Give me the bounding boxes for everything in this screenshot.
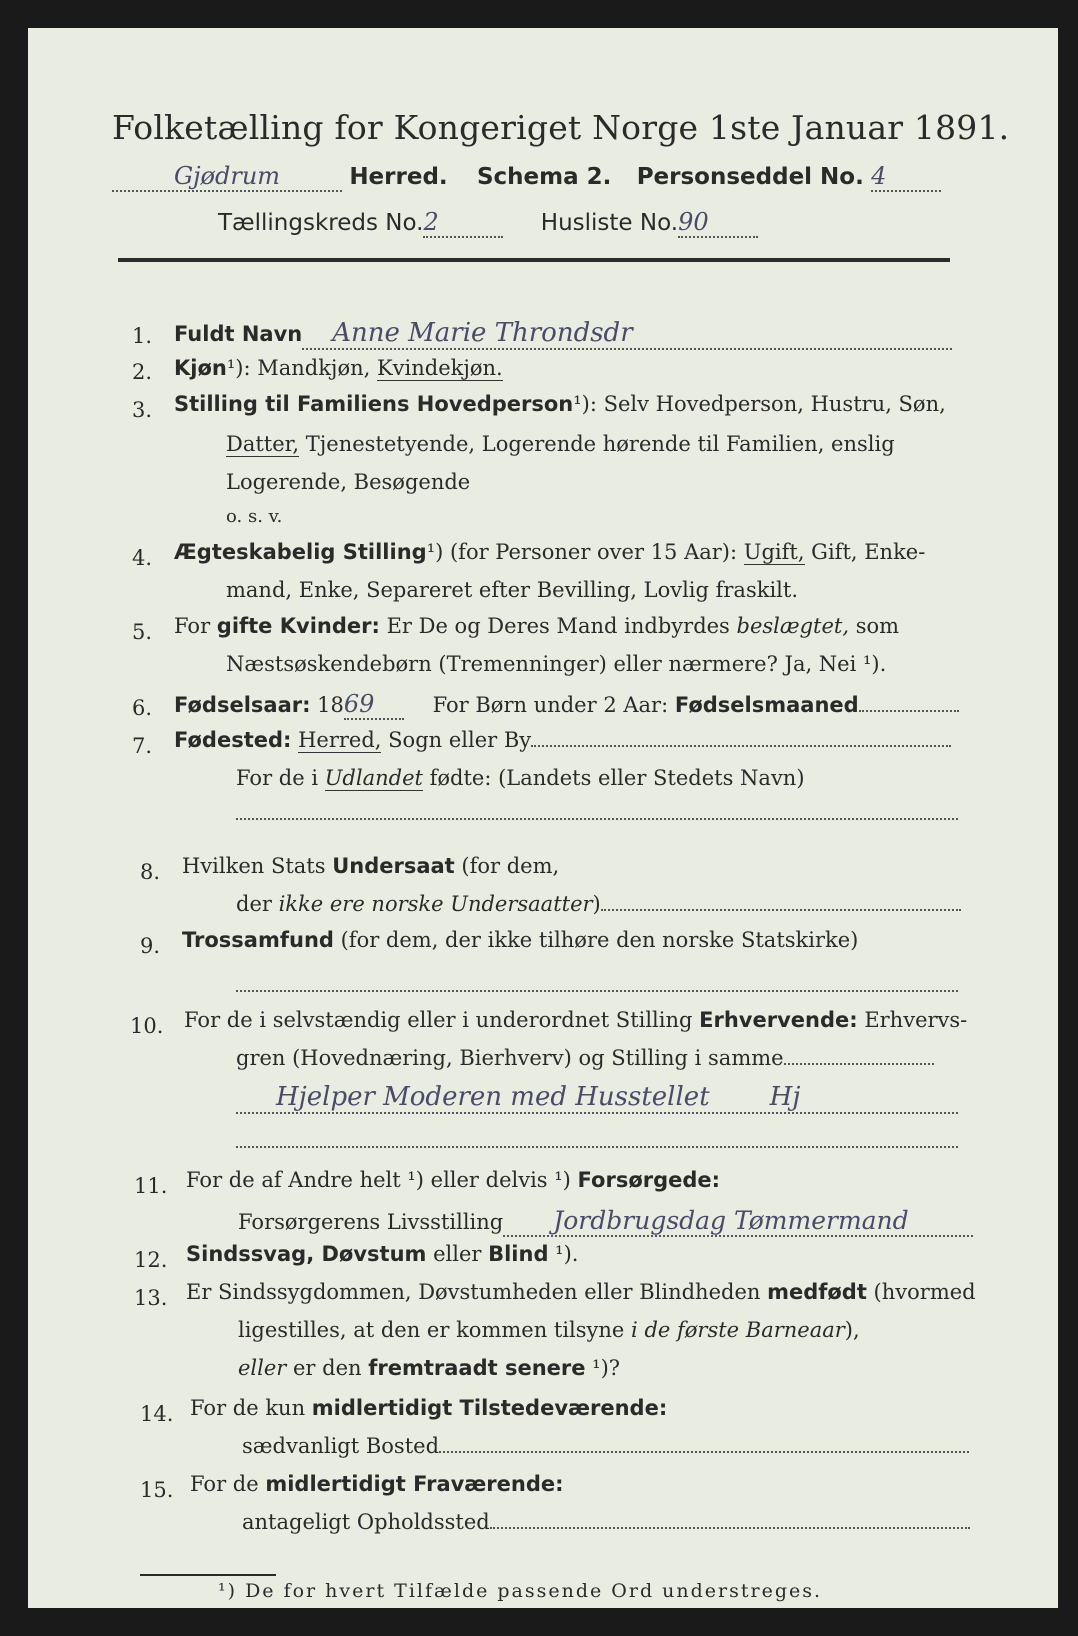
q7-line2b: fødte: (Landets eller Stedets Navn) xyxy=(422,766,805,790)
q12-text2: ¹). xyxy=(548,1242,579,1266)
q12-label: Sindssvag, Døvstum xyxy=(186,1242,427,1266)
q6-month-field xyxy=(859,710,959,712)
q13-line3a: er den xyxy=(286,1356,369,1380)
form-title: Folketælling for Kongeriget Norge 1ste Januar 1891. xyxy=(112,108,1010,147)
q2-number: 2. xyxy=(132,360,153,384)
q3-text: ¹): Selv Hovedperson, Hustru, Søn, xyxy=(573,392,946,416)
q13-label: medfødt xyxy=(767,1280,867,1304)
q13-line3 xyxy=(238,1356,620,1380)
q13-line2 xyxy=(238,1318,860,1342)
q10-margin-mark: Hj xyxy=(769,1082,801,1112)
q7-selected-option: Herred, xyxy=(298,728,382,752)
q14-field xyxy=(439,1451,969,1453)
q6-label: Fødselsaar: xyxy=(174,693,311,717)
q2-row xyxy=(174,356,503,380)
q13-line3-label: fremtraadt senere xyxy=(368,1356,586,1380)
q7-text: Sogn eller By xyxy=(381,728,532,752)
q8-text: Hvilken Stats xyxy=(182,854,333,878)
q1-label: Fuldt Navn xyxy=(174,322,303,346)
q4-text: ¹) (for Personer over 15 Aar): xyxy=(426,540,744,564)
q2-selected-option: Kvindekjøn. xyxy=(376,356,503,380)
q13-text2: (hvormed xyxy=(866,1280,976,1304)
q10-line2-field xyxy=(784,1063,934,1065)
q11-provider-value: Jordbrugsdag Tømmermand xyxy=(503,1206,973,1237)
q10-text2: Erhvervs- xyxy=(857,1008,968,1032)
q12-number: 12. xyxy=(134,1248,168,1272)
q3-line2-text: Tjenestetyende, Logerende hørende til Familien, enslig xyxy=(299,432,895,456)
q7-line2-italic: Udlandet xyxy=(324,766,423,790)
q6-number: 6. xyxy=(132,696,153,720)
q1-row xyxy=(174,318,952,350)
q8-text2: (for dem, xyxy=(454,854,560,878)
footnote-rule xyxy=(140,1574,276,1576)
q6-prefix: 18 xyxy=(310,693,344,717)
q5-number: 5. xyxy=(132,620,153,644)
q4-label: Ægteskabelig Stilling xyxy=(174,540,427,564)
schema-label: Schema 2. xyxy=(476,164,612,190)
q7-line2 xyxy=(236,766,805,790)
q12-label2: Blind xyxy=(488,1242,549,1266)
q4-number: 4. xyxy=(132,546,153,570)
q14-text: For de kun xyxy=(190,1396,312,1420)
q15-row xyxy=(190,1472,564,1496)
q14-line2 xyxy=(242,1434,969,1458)
q12-row xyxy=(186,1242,578,1266)
q7-row xyxy=(174,728,951,752)
q3-label: Stilling til Familiens Hovedperson xyxy=(174,392,574,416)
q6-label2: Fødselsmaaned xyxy=(674,693,859,717)
q13-line3b: ¹)? xyxy=(585,1356,621,1380)
q15-line2 xyxy=(242,1510,970,1534)
q10-line2-text: gren (Hovednæring, Bierhverv) og Stilling i samme xyxy=(236,1046,784,1070)
q3-line2 xyxy=(226,432,895,456)
q5-text: For xyxy=(174,614,217,638)
q8-label: Undersaat xyxy=(332,854,455,878)
q3-selected-option: Datter, xyxy=(226,432,300,456)
q13-line2b: ), xyxy=(844,1318,860,1342)
q8-row xyxy=(182,854,559,878)
q9-label: Trossamfund xyxy=(182,928,334,952)
kreds-label: Tællingskreds No. xyxy=(218,210,424,236)
q11-text: For de af Andre helt ¹) eller delvis ¹) xyxy=(186,1168,578,1192)
q13-line2a: ligestilles, at den er kommen tilsyne xyxy=(238,1318,632,1342)
q10-occupation-value xyxy=(236,1082,958,1114)
q8-line2b: ) xyxy=(592,892,601,916)
q7-label: Fødested: xyxy=(174,728,292,752)
q2-text: ¹): Mandkjøn, xyxy=(226,356,377,380)
q15-number: 15. xyxy=(140,1478,174,1502)
q8-number: 8. xyxy=(140,860,161,884)
q3-line4: o. s. v. xyxy=(226,506,283,527)
q15-line2-text: antageligt Opholdssted xyxy=(242,1510,490,1534)
personseddel-label: Personseddel No. xyxy=(636,164,864,190)
q3-number: 3. xyxy=(132,398,153,422)
q15-field xyxy=(490,1527,970,1529)
q11-label: Forsørgede: xyxy=(577,1168,721,1192)
q10-line2 xyxy=(236,1046,934,1070)
q9-blank-line xyxy=(236,990,958,992)
q8-line2 xyxy=(236,892,961,916)
herred-label: Herred. xyxy=(349,164,448,190)
q15-label: midlertidigt Fraværende: xyxy=(265,1472,564,1496)
q11-line2 xyxy=(238,1206,973,1237)
q10-row xyxy=(184,1008,967,1032)
q4-selected-option: Ugift, xyxy=(743,540,805,564)
q9-row xyxy=(182,928,858,952)
q1-number: 1. xyxy=(132,324,153,348)
q10-text: For de i selvstændig eller i underordnet Stilling xyxy=(184,1008,700,1032)
q4-row xyxy=(174,540,925,564)
q8-line2a: der xyxy=(236,892,279,916)
q11-row xyxy=(186,1168,720,1192)
q13-text: Er Sindssygdommen, Døvstumheden eller Blindheden xyxy=(186,1280,768,1304)
q6-row xyxy=(174,690,959,720)
footnote: ¹) De for hvert Tilfælde passende Ord understreges. xyxy=(218,1580,823,1602)
q3-row xyxy=(174,392,946,416)
q10-occupation-text: Hjelper Moderen med Husstellet xyxy=(276,1082,710,1112)
q6-text: For Børn under 2 Aar: xyxy=(432,693,675,717)
q8-field xyxy=(601,909,961,911)
q6-birth-year-value: 69 xyxy=(344,690,404,720)
q15-text: For de xyxy=(190,1472,266,1496)
q5-line2: Næstsøskendebørn (Tremenninger) eller nærmere? Ja, Nei ¹). xyxy=(226,652,887,676)
q9-text: (for dem, der ikke tilhøre den norske Statskirke) xyxy=(333,928,859,952)
q10-label: Erhvervende: xyxy=(699,1008,858,1032)
q3-line3: Logerende, Besøgende xyxy=(226,470,471,494)
q10-blank-line xyxy=(236,1146,958,1148)
q5-italic: beslægtet, xyxy=(736,614,850,638)
header-herred-line xyxy=(112,162,941,192)
q13-line2-italic: i de første Barneaar xyxy=(631,1318,845,1342)
q5-row xyxy=(174,614,899,638)
q9-number: 9. xyxy=(140,934,161,958)
q12-text: eller xyxy=(426,1242,489,1266)
q5-text3: som xyxy=(849,614,900,638)
husliste-value: 90 xyxy=(678,208,758,238)
q7-field xyxy=(531,745,951,747)
q11-number: 11. xyxy=(134,1174,168,1198)
q4-line2: mand, Enke, Separeret efter Bevilling, Lovlig fraskilt. xyxy=(226,578,799,602)
q1-full-name-value: Anne Marie Throndsdr xyxy=(302,318,952,350)
q2-label: Kjøn xyxy=(174,356,227,380)
q8-line2-italic: ikke ere norske Undersaatter xyxy=(278,892,593,916)
q7-line2a: For de i xyxy=(236,766,325,790)
personseddel-value: 4 xyxy=(871,162,941,192)
q10-number: 10. xyxy=(130,1014,164,1038)
q4-text2: Gift, Enke- xyxy=(804,540,926,564)
q14-row xyxy=(190,1396,667,1420)
kreds-value: 2 xyxy=(423,208,503,238)
q14-label: midlertidigt Tilstedeværende: xyxy=(311,1396,668,1420)
q11-line2-text: Forsørgerens Livsstilling xyxy=(238,1210,504,1234)
q14-number: 14. xyxy=(140,1402,174,1426)
q7-blank-line xyxy=(236,818,958,820)
q5-text2: Er De og Deres Mand indbyrdes xyxy=(379,614,737,638)
header-kreds-line xyxy=(218,208,758,238)
q13-line3-italic: eller xyxy=(238,1356,287,1380)
header-divider xyxy=(118,258,950,262)
husliste-label: Husliste No. xyxy=(540,210,679,236)
herred-value: Gjødrum xyxy=(112,162,342,192)
q5-label: gifte Kvinder: xyxy=(216,614,380,638)
q13-number: 13. xyxy=(134,1286,168,1310)
q14-line2-text: sædvanligt Bosted xyxy=(242,1434,440,1458)
q7-number: 7. xyxy=(132,734,153,758)
q13-row xyxy=(186,1280,976,1304)
